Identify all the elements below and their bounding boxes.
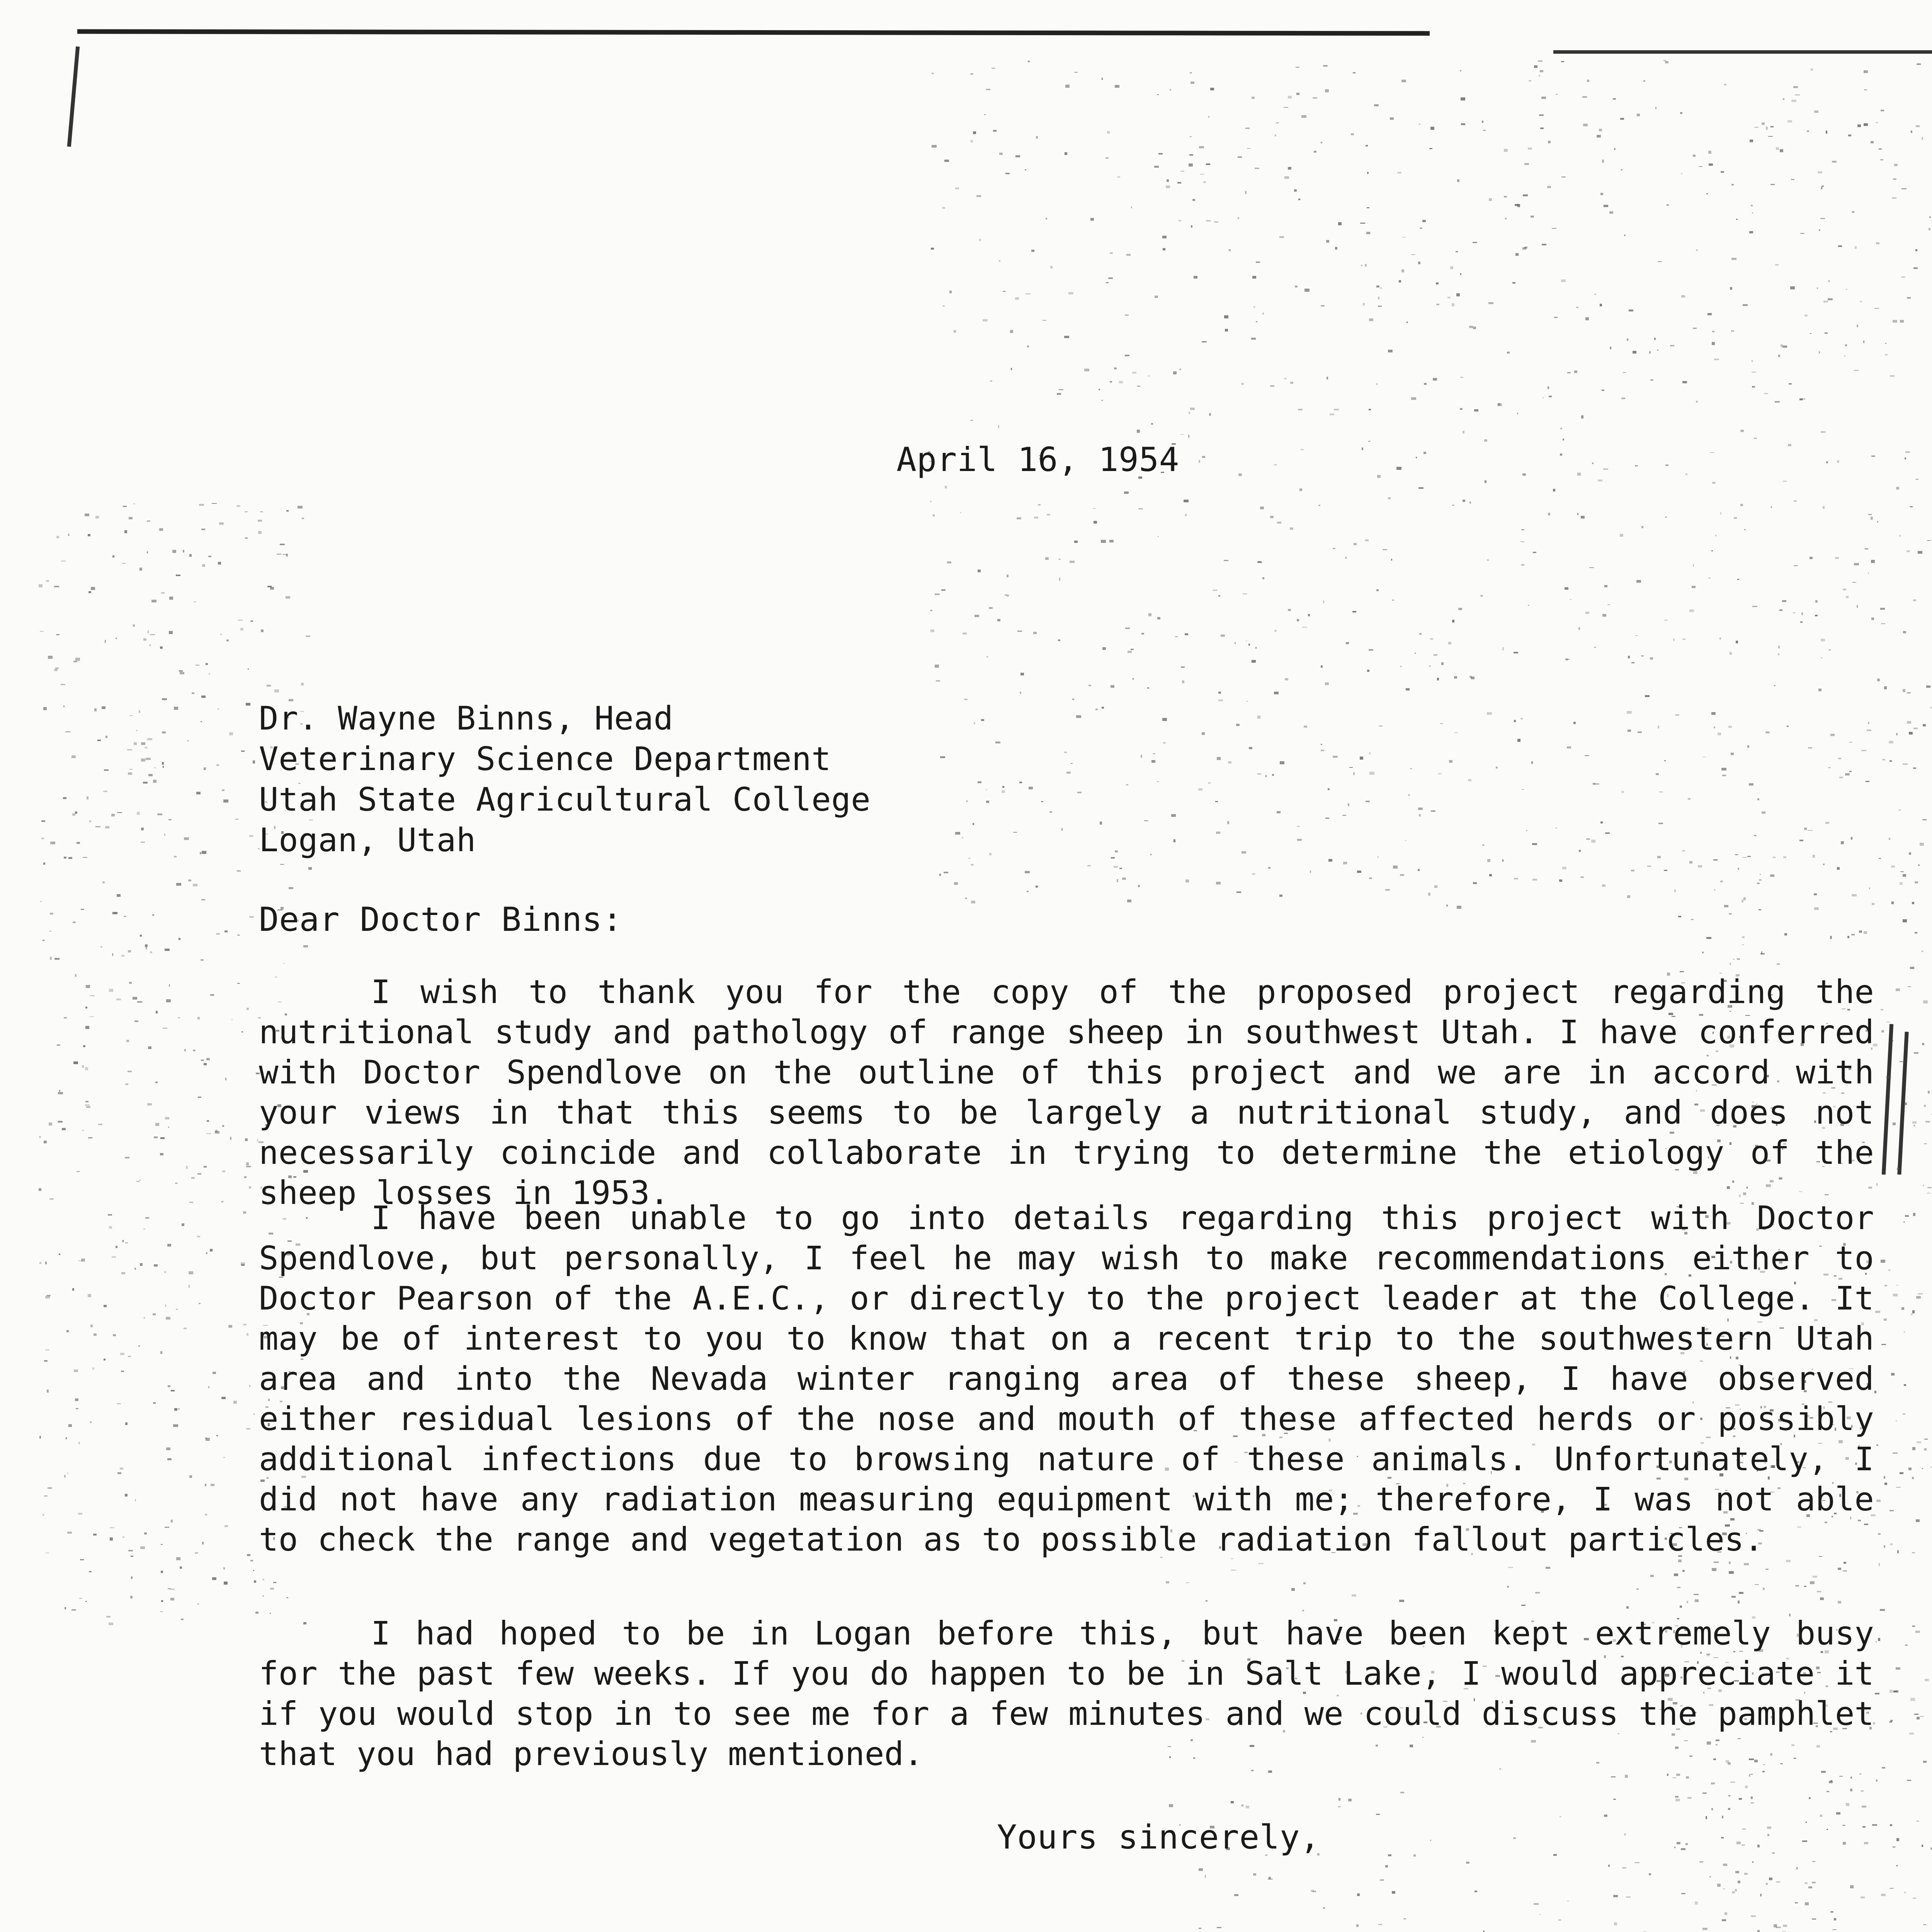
recipient-name: Dr. Wayne Binns, Head xyxy=(259,699,673,737)
body-paragraph-2: I have been unable to go into details regarding this project with Doctor Spendlove, but personally, I feel he may wish to make recommendations either to Doctor Pearson of the A.E.C., or directly to the project leader at the College. It may be of interest to you to know that on a recent trip to the southwestern Utah area and into the Nevada winter ranging area of these sheep, I have observed either residual lesions of the nose and mouth of these affected herds or possibly additional infections due to browsing nature of these animals. Unfortunately, I did not have any radiation measuring equipment with me; therefore, I was not able to check the range and vegetation as to possible radiation fallout particles. xyxy=(259,1199,1874,1558)
recipient-city: Logan, Utah xyxy=(259,821,476,859)
recipient-department: Veterinary Science Department xyxy=(259,740,832,778)
body-paragraph-1: I wish to thank you for the copy of the proposed project regarding the nutritional study and pathology of range sheep in southwest Utah. I have conferred with Doctor Spendlove on the outline of this project and we are in accord with your views in that this seems to be largely a nutritional study, and does not necessarily coincide and collaborate in trying to determine the etiology of the sheep losses in 1953. xyxy=(259,973,1874,1212)
salutation: Dear Doctor Binns: xyxy=(259,900,622,939)
closing: Yours sincerely, xyxy=(997,1818,1320,1857)
recipient-institution: Utah State Agricultural College xyxy=(259,781,871,818)
body-paragraph-3: I had hoped to be in Logan before this, but have been kept extremely busy for the past few weeks. If you do happen to be in Salt Lake, I would appreciate it if you would stop in to see me for a few minutes and we could discuss the pamphlet that you had previously mentioned. xyxy=(259,1614,1874,1773)
letter-date: April 16, 1954 xyxy=(896,440,1179,479)
